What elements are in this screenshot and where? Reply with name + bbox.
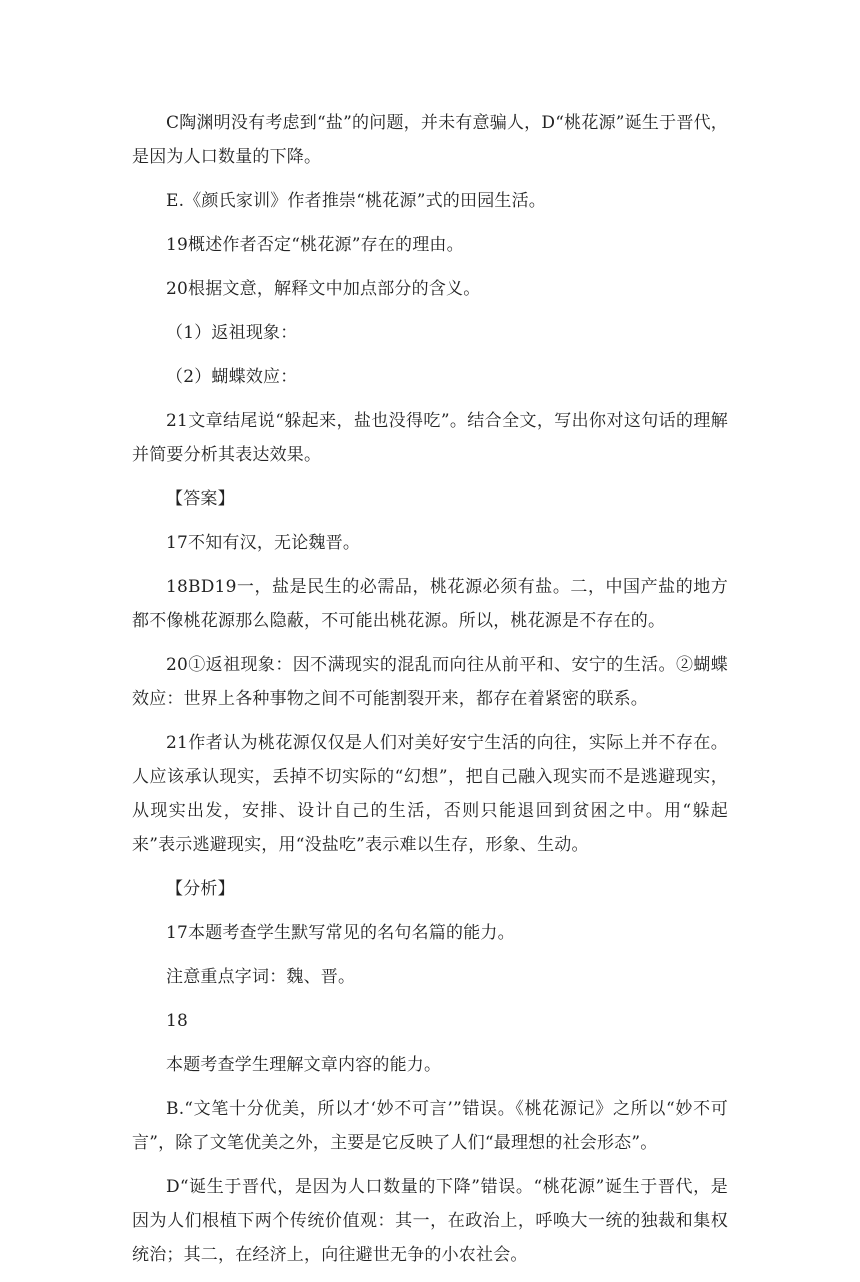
- analysis-18-option-d: D“诞生于晋代，是因为人口数量的下降”错误。“桃花源”诞生于晋代，是因为人们根植下两个传统价值观：其一，在政治上，呼唤大一统的独裁和集权统治；其二，在经济上，向往避世无争的小农社会。: [132, 1177, 728, 1265]
- answer-20: 20①返祖现象：因不满现实的混乱而向往从前平和、安宁的生活。②蝴蝶效应：世界上各种事物之间不可能割裂开来，都存在着紧密的联系。: [132, 655, 728, 709]
- analysis-heading: 【分析】: [166, 879, 235, 899]
- paragraph-option-e: E.《颜氏家训》作者推崇“桃花源”式的田园生活。: [166, 191, 546, 211]
- question-20-part-1: （1）返祖现象：: [166, 323, 298, 343]
- analysis-18-option-b: B.“文笔十分优美，所以才‘妙不可言’”错误。《桃花源记》之所以“妙不可言”，除了文笔优美之外，主要是它反映了人们“最理想的社会形态”。: [132, 1099, 728, 1153]
- answer-21: 21作者认为桃花源仅仅是人们对美好安宁生活的向往，实际上并不存在。人应该承认现实，丢掉不切实际的“幻想”，把自己融入现实而不是逃避现实，从现实出发，安排、设计自己的生活，否则只能退回到贫困之中。用“躲起来”表示逃避现实，用“没盐吃”表示难以生存，形象、生动。: [132, 733, 728, 855]
- document-body: [132, 106, 728, 1282]
- question-20-part-2: （2）蝴蝶效应：: [166, 367, 298, 387]
- question-19: 19概述作者否定“桃花源”存在的理由。: [166, 235, 464, 255]
- question-20: 20根据文意，解释文中加点部分的含义。: [166, 279, 481, 299]
- answer-heading: 【答案】: [166, 489, 235, 509]
- analysis-18-number: 18: [166, 1011, 189, 1031]
- answer-17: 17不知有汉，无论魏晋。: [166, 533, 361, 553]
- analysis-17: 17本题考查学生默写常见的名句名篇的能力。: [166, 923, 515, 943]
- analysis-18-intro: 本题考查学生理解文章内容的能力。: [166, 1055, 442, 1075]
- question-21: 21文章结尾说“躲起来，盐也没得吃”。结合全文，写出你对这句话的理解并简要分析其表达效果。: [132, 411, 728, 465]
- analysis-17-note: 注意重点字词：魏、晋。: [166, 967, 356, 987]
- answer-18-19: 18BD19一，盐是民生的必需品，桃花源必须有盐。二，中国产盐的地方都不像桃花源那么隐蔽，不可能出桃花源。所以，桃花源是不存在的。: [132, 577, 728, 631]
- paragraph-option-c-d: C陶渊明没有考虑到“盐”的问题，并未有意骗人，D“桃花源”诞生于晋代，是因为人口数量的下降。: [132, 113, 728, 167]
